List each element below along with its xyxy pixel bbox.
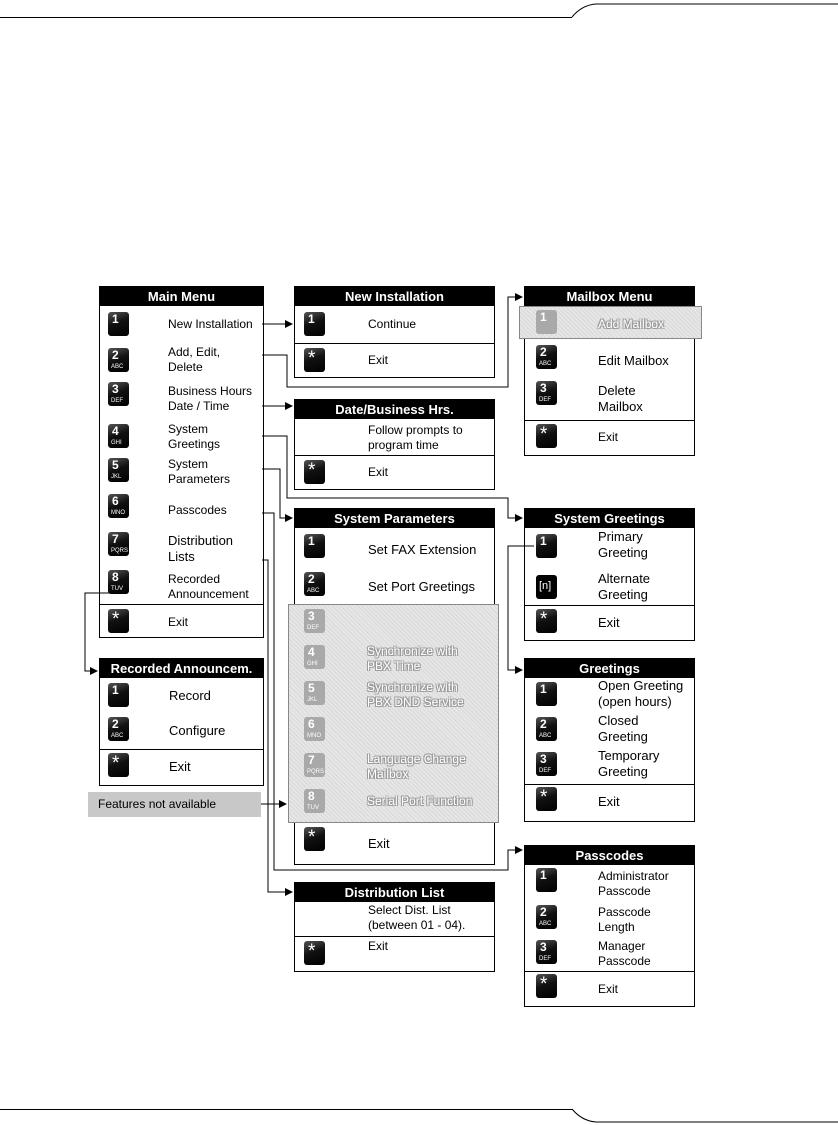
key-4: 4 GHI [304, 645, 325, 669]
key-star[interactable]: * [536, 974, 557, 998]
configure-item[interactable]: Configure [169, 723, 226, 738]
key-star[interactable]: * [536, 787, 557, 811]
primary-greeting-item[interactable]: Primary Greeting [598, 529, 648, 560]
arrow-distribution-list [262, 560, 292, 892]
exit-item[interactable]: Exit [368, 836, 390, 851]
exit-item[interactable]: Exit [598, 615, 620, 630]
key-8[interactable]: 8 TUV [108, 570, 129, 594]
set-fax-extension-item[interactable]: Set FAX Extension [368, 542, 477, 557]
key-2[interactable]: 2 ABC [536, 717, 557, 741]
key-star[interactable]: * [304, 348, 325, 372]
menu-item-passcodes[interactable]: Passcodes [168, 503, 227, 517]
menu-item-add-edit-delete[interactable]: Add, Edit, Delete [168, 345, 221, 374]
system-greetings-title: System Greetings [525, 509, 694, 528]
key-1[interactable]: 1 [108, 312, 129, 336]
key-1[interactable]: 1 [536, 534, 557, 558]
continue-item[interactable]: Continue [368, 317, 417, 331]
set-port-greetings-item[interactable]: Set Port Greetings [368, 579, 475, 594]
key-star[interactable]: * [108, 609, 129, 633]
key-1: 1 [536, 310, 557, 334]
open-greeting-item[interactable]: Open Greeting (open hours) [598, 678, 684, 709]
menu-item-exit[interactable]: Exit [168, 615, 189, 629]
new-installation-title: New Installation [295, 287, 494, 306]
key-2[interactable]: 2 ABC [536, 345, 557, 369]
key-3[interactable]: 3 DEF [536, 752, 557, 776]
menu-item-system-parameters[interactable]: System Parameters [168, 457, 231, 486]
key-star[interactable]: * [304, 460, 325, 484]
exit-item[interactable]: Exit [598, 982, 619, 996]
key-3[interactable]: 3 DEF [536, 381, 557, 405]
administrator-passcode-item[interactable]: Administrator Passcode [598, 869, 669, 898]
key-3: 3 DEF [304, 609, 325, 633]
edit-mailbox-item[interactable]: Edit Mailbox [598, 353, 669, 368]
mailbox-menu-title: Mailbox Menu [525, 287, 694, 306]
sync-pbx-dnd-item: Synchronize with PBX DND Service [367, 680, 464, 709]
menu-item-recorded-announcement[interactable]: Recorded Announcement [168, 572, 249, 601]
key-1[interactable]: 1 [304, 312, 325, 336]
exit-item[interactable]: Exit [169, 759, 191, 774]
exit-item[interactable]: Exit [368, 353, 389, 367]
exit-item[interactable]: Exit [598, 794, 620, 809]
passcodes-title: Passcodes [525, 846, 694, 865]
key-3[interactable]: 3 DEF [108, 382, 129, 406]
add-mailbox-item: Add Mailbox [598, 317, 665, 331]
key-6: 6 MNO [304, 717, 325, 741]
exit-item[interactable]: Exit [368, 939, 389, 953]
exit-item[interactable]: Exit [368, 465, 389, 479]
key-6[interactable]: 6 MNO [108, 494, 129, 518]
key-2[interactable]: 2 ABC [304, 572, 325, 596]
key-2[interactable]: 2 ABC [108, 348, 129, 372]
exit-item[interactable]: Exit [598, 430, 619, 444]
passcode-length-item[interactable]: Passcode Length [598, 905, 651, 934]
key-1[interactable]: 1 [536, 868, 557, 892]
follow-prompts-text: Follow prompts to program time [368, 423, 463, 452]
select-dist-list-text: Select Dist. List (between 01 - 04). [368, 903, 466, 932]
key-5: 5 JKL [304, 681, 325, 705]
features-not-available-note: Features not available [88, 792, 261, 817]
menu-item-new-installation[interactable]: New Installation [168, 317, 253, 331]
key-star[interactable]: * [108, 753, 129, 777]
key-8: 8 TUV [304, 789, 325, 813]
key-star[interactable]: * [304, 827, 325, 851]
delete-mailbox-item[interactable]: Delete Mailbox [598, 383, 643, 414]
alternate-greeting-item[interactable]: Alternate Greeting [598, 571, 651, 602]
key-star[interactable]: * [536, 609, 557, 633]
key-1[interactable]: 1 [536, 682, 557, 706]
key-star[interactable]: * [304, 941, 325, 965]
key-4[interactable]: 4 GHI [108, 424, 129, 448]
key-5[interactable]: 5 JKL [108, 458, 129, 482]
sync-pbx-time-item: Synchronize with PBX Time [367, 644, 458, 673]
arrow-system-greetings [262, 436, 522, 518]
key-star[interactable]: * [536, 424, 557, 448]
menu-item-business-hours[interactable]: Business Hours Date / Time [168, 384, 253, 413]
system-parameters-title: System Parameters [295, 509, 494, 528]
key-3[interactable]: 3 DEF [536, 940, 557, 964]
greetings-title: Greetings [525, 659, 694, 678]
date-business-title: Date/Business Hrs. [295, 400, 494, 419]
manager-passcode-item[interactable]: Manager Passcode [598, 939, 651, 968]
distribution-list-title: Distribution List [295, 883, 494, 902]
arrow-mailbox-menu [262, 297, 522, 387]
menu-item-distribution-lists[interactable]: Distribution Lists [168, 533, 234, 564]
key-7: 7 PQRS [304, 753, 325, 777]
key-n[interactable]: [n] [536, 575, 557, 599]
key-2[interactable]: 2 ABC [108, 717, 129, 741]
language-change-item: Language Change Mailbox [367, 752, 466, 781]
closed-greeting-item[interactable]: Closed Greeting [598, 713, 648, 744]
recorded-announcement-title: Recorded Announcem. [100, 659, 263, 678]
key-7[interactable]: 7 PQRS [108, 532, 129, 556]
main-menu-title: Main Menu [100, 287, 263, 306]
key-2[interactable]: 2 ABC [536, 905, 557, 929]
record-item[interactable]: Record [169, 688, 211, 703]
key-1[interactable]: 1 [108, 683, 129, 707]
key-1[interactable]: 1 [304, 534, 325, 558]
menu-item-system-greetings[interactable]: System Greetings [168, 422, 221, 451]
arrow-greetings [508, 546, 534, 670]
serial-port-item: Serial Port Function [367, 794, 473, 808]
arrow-passcodes [262, 513, 522, 870]
arrow-recorded-announcement [85, 593, 112, 671]
temporary-greeting-item[interactable]: Temporary Greeting [598, 748, 660, 779]
